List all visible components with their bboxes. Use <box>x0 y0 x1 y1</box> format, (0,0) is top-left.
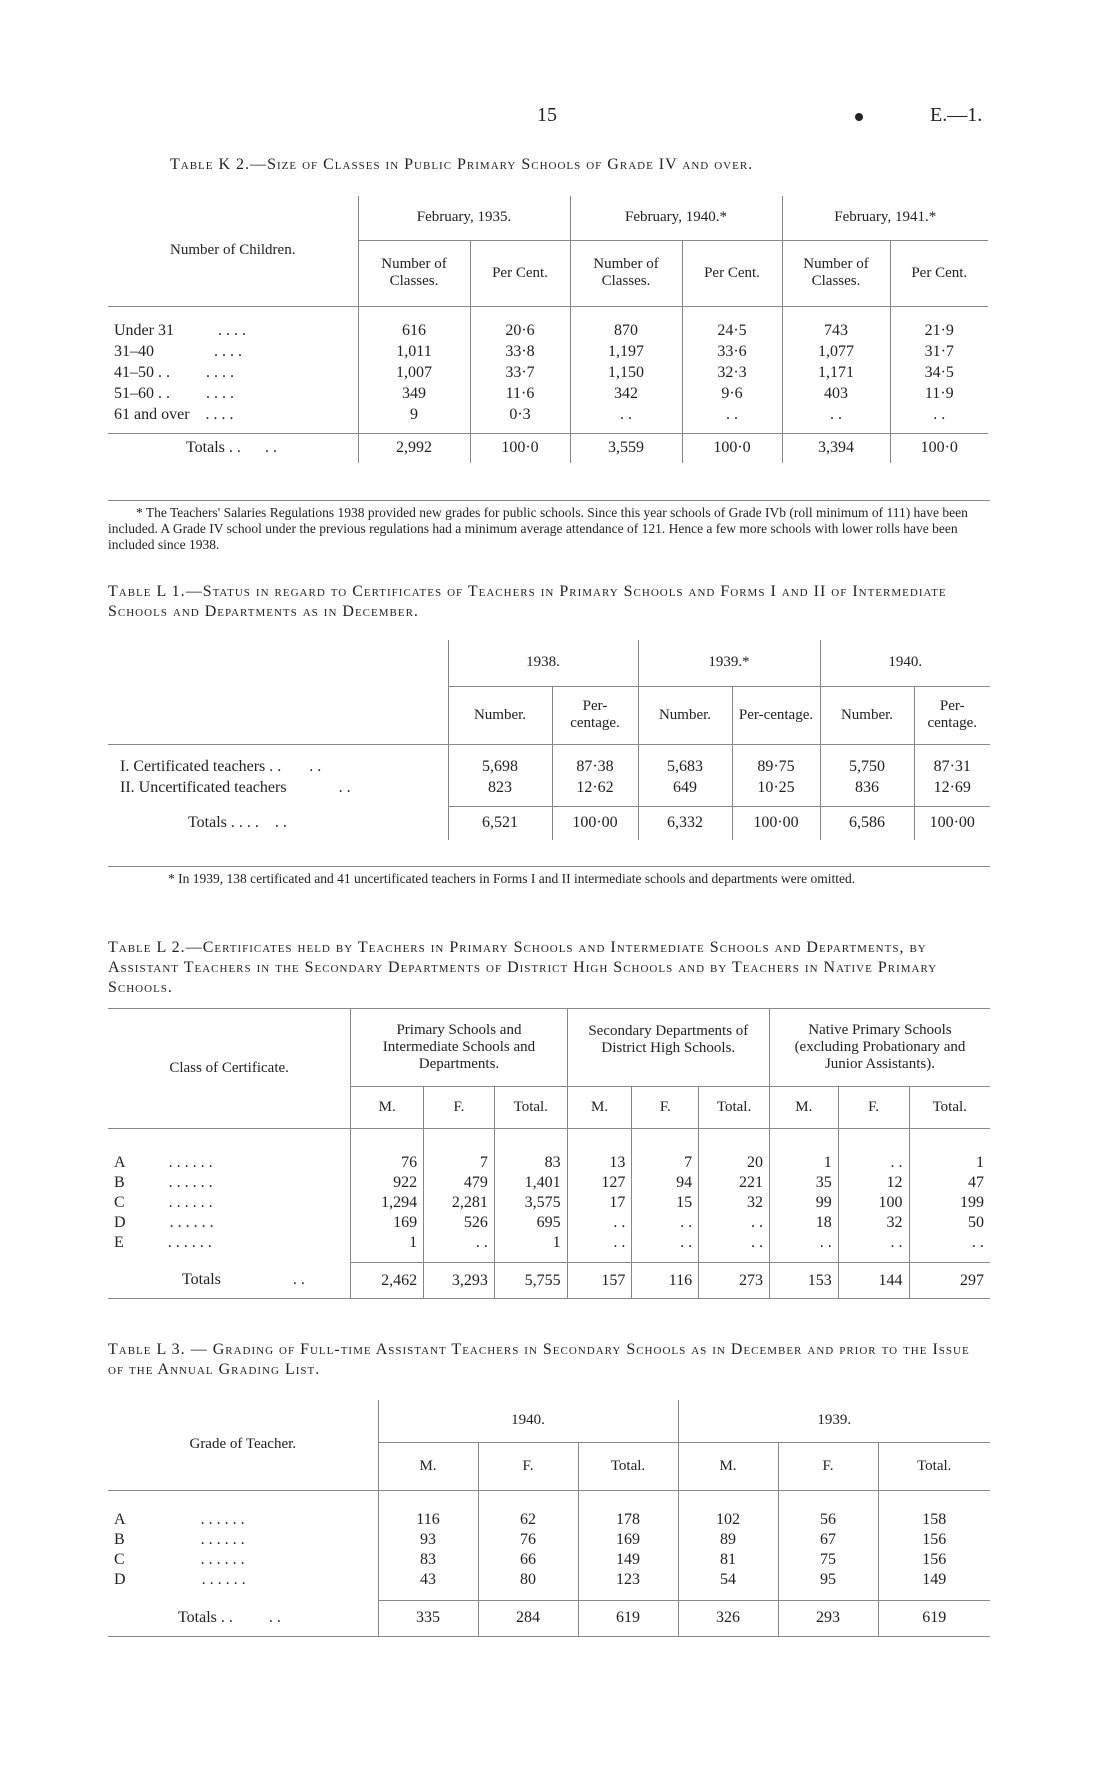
table-cell: 158 <box>878 1510 990 1530</box>
l2-col-total: Total. <box>494 1087 567 1129</box>
table-cell: 403 <box>782 383 890 404</box>
l3-col-f: F. <box>478 1442 578 1490</box>
row-label: 51–60 . . <box>114 384 170 402</box>
table-cell: 5,755 <box>494 1263 567 1299</box>
row-label: II. Uncertificated teachers <box>120 778 287 796</box>
totals-row <box>108 1600 990 1636</box>
table-row <box>108 362 988 383</box>
table-cell: 89 <box>678 1530 778 1550</box>
table-k2-heading: Size of Classes in Public Primary Schools of Grade IV and over. <box>267 156 754 173</box>
document-reference: E.—1. <box>930 104 983 126</box>
table-cell: . . <box>838 1153 909 1173</box>
table-cell: 153 <box>769 1263 838 1299</box>
l1-col-percentage: Per-centage. <box>732 686 820 744</box>
table-cell: 5,698 <box>448 756 552 777</box>
l1-col-percentage: Per-centage. <box>552 686 638 744</box>
totals-label: Totals <box>182 1271 221 1289</box>
table-cell: 273 <box>699 1263 770 1299</box>
table-cell: 116 <box>378 1510 478 1530</box>
table-cell: 93 <box>378 1530 478 1550</box>
k2-col-classes: Number of Classes. <box>358 240 470 306</box>
k2-period-1940: February, 1940.* <box>570 196 782 240</box>
row-label: A <box>114 1511 125 1528</box>
row-label: A <box>114 1153 125 1171</box>
table-cell: 17 <box>567 1193 632 1213</box>
leader-dots: . . . . <box>205 405 234 423</box>
leader-dots: . . . . . . <box>200 1531 245 1548</box>
row-label: B <box>114 1173 125 1191</box>
table-cell: 1,077 <box>782 341 890 362</box>
page-header <box>0 104 1114 134</box>
table-cell: 116 <box>632 1263 699 1299</box>
table-cell: . . <box>769 1233 838 1253</box>
table-cell: 87·38 <box>552 756 638 777</box>
k2-col-percent: Per Cent. <box>682 240 782 306</box>
leader-dots: . . . . <box>206 363 234 381</box>
l1-col-number: Number. <box>638 686 732 744</box>
table-cell: 99 <box>769 1193 838 1213</box>
l1-year-1939: 1939.* <box>638 640 820 686</box>
table-cell: 342 <box>570 383 682 404</box>
row-label: D <box>114 1213 126 1231</box>
row-label: D <box>114 1571 126 1588</box>
table-row <box>108 341 988 362</box>
table-cell: 87·31 <box>914 756 990 777</box>
table-cell: 66 <box>478 1550 578 1570</box>
l2-col-m: M. <box>769 1087 838 1129</box>
row-label: E <box>114 1233 124 1251</box>
l3-col-total: Total. <box>578 1442 678 1490</box>
table-cell: 3,559 <box>570 433 682 463</box>
table-cell: 326 <box>678 1600 778 1636</box>
table-cell: . . <box>890 404 988 425</box>
l2-row-header: Class of Certificate. <box>108 1009 351 1129</box>
row-label: C <box>114 1193 125 1211</box>
leader-dots: . . <box>264 439 277 457</box>
table-cell: 100·0 <box>890 433 988 463</box>
table-cell: 1,294 <box>351 1193 424 1213</box>
leader-dots: . . . . . . <box>201 1571 246 1588</box>
table-l2-title: Table L 2.—Certificates held by Teachers in Primary Schools and Intermediate Schools and Departments, by Assistant Teachers in the Secondary Departments of District High Schools and by Teachers in Native Primary Schools. <box>108 939 938 996</box>
table-cell: 743 <box>782 320 890 341</box>
leader-dots: . . <box>309 757 322 775</box>
table-cell: 3,394 <box>782 433 890 463</box>
table-cell: 149 <box>578 1550 678 1570</box>
row-label: 31–40 <box>114 342 154 360</box>
table-cell: 199 <box>909 1193 990 1213</box>
table-cell: 9 <box>358 404 470 425</box>
table-cell: 75 <box>778 1550 878 1570</box>
totals-label: Totals . . . . <box>188 814 259 831</box>
table-cell: 31·7 <box>890 341 988 362</box>
table-cell: 293 <box>778 1600 878 1636</box>
table-cell: 619 <box>578 1600 678 1636</box>
l2-col-total: Total. <box>699 1087 770 1129</box>
l3-col-total: Total. <box>878 1442 990 1490</box>
table-cell: 2,281 <box>424 1193 495 1213</box>
table-cell: 15 <box>632 1193 699 1213</box>
table-cell: 18 <box>769 1213 838 1233</box>
table-cell: 54 <box>678 1570 778 1590</box>
table-cell: 10·25 <box>732 777 820 798</box>
table-cell: 100·00 <box>914 806 990 840</box>
k2-period-1935: February, 1935. <box>358 196 570 240</box>
table-cell: 33·6 <box>682 341 782 362</box>
table-cell: 94 <box>632 1173 699 1193</box>
table-cell: 2,462 <box>351 1263 424 1299</box>
table-cell: 34·5 <box>890 362 988 383</box>
k2-col-classes: Number of Classes. <box>570 240 682 306</box>
table-cell: 7 <box>632 1153 699 1173</box>
table-cell: 24·5 <box>682 320 782 341</box>
table-cell: 284 <box>478 1600 578 1636</box>
table-row <box>108 1530 990 1550</box>
table-cell: 47 <box>909 1173 990 1193</box>
table-cell: 5,683 <box>638 756 732 777</box>
l2-col-m: M. <box>351 1087 424 1129</box>
l2-col-f: F. <box>632 1087 699 1129</box>
l2-col-total: Total. <box>909 1087 990 1129</box>
table-cell: 12·62 <box>552 777 638 798</box>
k2-col-classes: Number of Classes. <box>782 240 890 306</box>
l2-group-primary: Primary Schools and Intermediate Schools and Departments. <box>351 1009 567 1087</box>
table-cell: 12 <box>838 1173 909 1193</box>
table-l3-title <box>108 1340 990 1380</box>
table-cell: 3,575 <box>494 1193 567 1213</box>
table-cell: 33·7 <box>470 362 570 383</box>
l1-col-percentage: Per-centage. <box>914 686 990 744</box>
table-cell: 619 <box>878 1600 990 1636</box>
leader-dots: . . <box>292 1271 305 1289</box>
table-cell: 43 <box>378 1570 478 1590</box>
table-cell: . . <box>682 404 782 425</box>
table-cell: 127 <box>567 1173 632 1193</box>
table-cell: 6,586 <box>820 806 914 840</box>
table-k2-footnote: * The Teachers' Salaries Regulations 1938 provided new grades for public schools. Since this year schools of Grade IVb (roll minimum of 111) have been included. A Grade IV school under the previous regulations had a minimum average attendance of 121. Hence a few more schools with lower rolls have been included since 1938. <box>108 500 990 553</box>
table-l2-heading: Certificates held by Teachers in Primary Schools and Intermediate Schools and Departments, by Assistant Teachers in the Secondary Departments of District High Schools and by Teachers in Native Primary Schools. <box>108 939 938 996</box>
table-row <box>108 404 988 425</box>
table-cell: 100·0 <box>470 433 570 463</box>
table-l1 <box>108 640 990 840</box>
table-l3-heading: — Grading of Full-time Assistant Teachers in Secondary Schools as in December and prior to the Issue of the Annual Grading List. <box>108 1341 970 1378</box>
leader-dots: . . . . . . <box>168 1193 213 1211</box>
l2-col-f: F. <box>838 1087 909 1129</box>
page-number: 15 <box>537 104 557 126</box>
table-cell: . . <box>424 1233 495 1253</box>
table-cell: 922 <box>351 1173 424 1193</box>
table-cell: 649 <box>638 777 732 798</box>
table-cell: 100 <box>838 1193 909 1213</box>
row-label: I. Certificated teachers . . <box>120 757 282 775</box>
table-cell: 156 <box>878 1550 990 1570</box>
l1-year-1940: 1940. <box>820 640 990 686</box>
table-cell: 20·6 <box>470 320 570 341</box>
table-cell: 1,401 <box>494 1173 567 1193</box>
leader-dots: . . . . . . <box>200 1551 245 1568</box>
l2-col-f: F. <box>424 1087 495 1129</box>
table-cell: 1,007 <box>358 362 470 383</box>
table-cell: 32 <box>699 1193 770 1213</box>
table-cell: 0·3 <box>470 404 570 425</box>
table-row <box>108 1550 990 1570</box>
table-l1-label: Table L 1. <box>108 583 186 600</box>
table-row <box>108 320 988 341</box>
table-row <box>108 1510 990 1530</box>
table-row <box>108 777 990 798</box>
table-cell: 149 <box>878 1570 990 1590</box>
totals-label: Totals . . <box>178 1608 233 1626</box>
table-cell: 12·69 <box>914 777 990 798</box>
table-cell: . . <box>632 1233 699 1253</box>
table-cell: 5,750 <box>820 756 914 777</box>
l1-year-1938: 1938. <box>448 640 638 686</box>
table-cell: 76 <box>478 1530 578 1550</box>
table-cell: 102 <box>678 1510 778 1530</box>
table-cell: 1 <box>769 1153 838 1173</box>
l1-col-number: Number. <box>820 686 914 744</box>
table-cell: 20 <box>699 1153 770 1173</box>
row-label: 41–50 . . <box>114 363 170 381</box>
leader-dots: . . . . . . <box>168 1153 213 1171</box>
table-l1-heading: Status in regard to Certificates of Teachers in Primary Schools and Forms I and II of Intermediate Schools and Departments as in December. <box>108 583 947 620</box>
table-cell: 695 <box>494 1213 567 1233</box>
table-cell: 1,197 <box>570 341 682 362</box>
leader-dots: . . . . <box>217 321 246 339</box>
table-cell: . . <box>567 1213 632 1233</box>
table-cell: . . <box>567 1233 632 1253</box>
table-row <box>108 1153 990 1173</box>
table-cell: 1,171 <box>782 362 890 383</box>
table-cell: . . <box>782 404 890 425</box>
table-cell: 67 <box>778 1530 878 1550</box>
table-row <box>108 383 988 404</box>
table-cell: 144 <box>838 1263 909 1299</box>
table-cell: 169 <box>578 1530 678 1550</box>
row-label: C <box>114 1551 125 1568</box>
table-cell: 221 <box>699 1173 770 1193</box>
table-cell: 80 <box>478 1570 578 1590</box>
table-cell: 1 <box>494 1233 567 1253</box>
table-cell: 56 <box>778 1510 878 1530</box>
table-row <box>108 1173 990 1193</box>
table-cell: 11·9 <box>890 383 988 404</box>
table-cell: 157 <box>567 1263 632 1299</box>
table-cell: 100·00 <box>552 806 638 840</box>
table-l3-label: Table L 3. <box>108 1341 186 1358</box>
leader-dots: . . . . . . <box>168 1173 213 1191</box>
k2-col-percent: Per Cent. <box>890 240 988 306</box>
table-k2-title: Table K 2.—Size of Classes in Public Primary Schools of Grade IV and over. <box>170 156 754 173</box>
table-row <box>108 1193 990 1213</box>
table-cell: 33·8 <box>470 341 570 362</box>
l3-col-m: M. <box>378 1442 478 1490</box>
l2-col-m: M. <box>567 1087 632 1129</box>
table-cell: 297 <box>909 1263 990 1299</box>
row-label: Under 31 <box>114 321 174 339</box>
l3-year-1939: 1939. <box>678 1400 990 1442</box>
k2-row-header: Number of Children. <box>108 196 358 306</box>
table-cell: 335 <box>378 1600 478 1636</box>
totals-row <box>108 433 988 463</box>
l2-group-secondary: Secondary Departments of District High Schools. <box>567 1009 769 1087</box>
table-cell: 526 <box>424 1213 495 1233</box>
table-row <box>108 1570 990 1590</box>
table-k2-label: Table K 2. <box>170 156 251 173</box>
table-row <box>108 756 990 777</box>
k2-col-percent: Per Cent. <box>470 240 570 306</box>
table-cell: 81 <box>678 1550 778 1570</box>
leader-dots: . . <box>338 778 351 796</box>
table-cell: 89·75 <box>732 756 820 777</box>
table-cell: 7 <box>424 1153 495 1173</box>
table-cell: 123 <box>578 1570 678 1590</box>
table-cell: 169 <box>351 1213 424 1233</box>
table-cell: 1,011 <box>358 341 470 362</box>
table-cell: 50 <box>909 1213 990 1233</box>
table-cell: 479 <box>424 1173 495 1193</box>
bullet-dot-icon <box>855 113 863 121</box>
leader-dots: . . <box>274 814 287 831</box>
table-row <box>108 1213 990 1233</box>
table-cell: 100·0 <box>682 433 782 463</box>
table-cell: 156 <box>878 1530 990 1550</box>
table-cell: . . <box>838 1233 909 1253</box>
totals-label: Totals . . <box>186 439 241 457</box>
table-l2-label: Table L 2. <box>108 939 186 956</box>
table-cell: 11·6 <box>470 383 570 404</box>
table-l1-title: Table L 1.—Status in regard to Certificates of Teachers in Primary Schools and Forms I and II of Intermediate Schools and Departments as in December. <box>108 583 947 620</box>
table-cell: . . <box>699 1233 770 1253</box>
row-label: B <box>114 1531 125 1548</box>
table-cell: 21·9 <box>890 320 988 341</box>
totals-row <box>108 1263 990 1299</box>
table-l2 <box>108 1008 990 1299</box>
k2-period-1941: February, 1941.* <box>782 196 988 240</box>
table-cell: 1 <box>351 1233 424 1253</box>
table-cell: 35 <box>769 1173 838 1193</box>
table-cell: 3,293 <box>424 1263 495 1299</box>
table-cell: 6,521 <box>448 806 552 840</box>
table-cell: 9·6 <box>682 383 782 404</box>
table-cell: . . <box>909 1233 990 1253</box>
leader-dots: . . <box>268 1608 281 1626</box>
table-cell: . . <box>632 1213 699 1233</box>
totals-row <box>108 806 990 840</box>
table-cell: 1 <box>909 1153 990 1173</box>
table-cell: 83 <box>378 1550 478 1570</box>
table-cell: 6,332 <box>638 806 732 840</box>
table-cell: 76 <box>351 1153 424 1173</box>
row-label: 61 and over <box>114 405 190 423</box>
table-cell: 83 <box>494 1153 567 1173</box>
l3-year-1940: 1940. <box>378 1400 678 1442</box>
leader-dots: . . . . . . <box>169 1213 214 1231</box>
table-row <box>108 1233 990 1253</box>
l3-col-f: F. <box>778 1442 878 1490</box>
leader-dots: . . . . . . <box>200 1511 245 1528</box>
table-cell: 823 <box>448 777 552 798</box>
leader-dots: . . . . <box>214 342 242 360</box>
l2-group-native: Native Primary Schools (excluding Probationary and Junior Assistants). <box>769 1009 990 1087</box>
leader-dots: . . . . <box>206 384 234 402</box>
table-cell: 178 <box>578 1510 678 1530</box>
l3-row-header: Grade of Teacher. <box>108 1400 378 1490</box>
table-l3 <box>108 1400 990 1637</box>
table-cell: 62 <box>478 1510 578 1530</box>
leader-dots: . . . . . . <box>167 1233 212 1251</box>
table-cell: 349 <box>358 383 470 404</box>
table-cell: 870 <box>570 320 682 341</box>
table-l1-footnote: * In 1939, 138 certificated and 41 uncertificated teachers in Forms I and II intermediate schools and departments were omitted. <box>108 866 990 887</box>
table-cell: 95 <box>778 1570 878 1590</box>
table-cell: 100·00 <box>732 806 820 840</box>
table-cell: 836 <box>820 777 914 798</box>
table-cell: 32·3 <box>682 362 782 383</box>
table-cell: 32 <box>838 1213 909 1233</box>
l3-col-m: M. <box>678 1442 778 1490</box>
l1-col-number: Number. <box>448 686 552 744</box>
table-cell: 616 <box>358 320 470 341</box>
table-cell: 1,150 <box>570 362 682 383</box>
table-cell: . . <box>570 404 682 425</box>
table-cell: 2,992 <box>358 433 470 463</box>
table-cell: . . <box>699 1213 770 1233</box>
table-cell: 13 <box>567 1153 632 1173</box>
table-k2 <box>108 196 988 463</box>
